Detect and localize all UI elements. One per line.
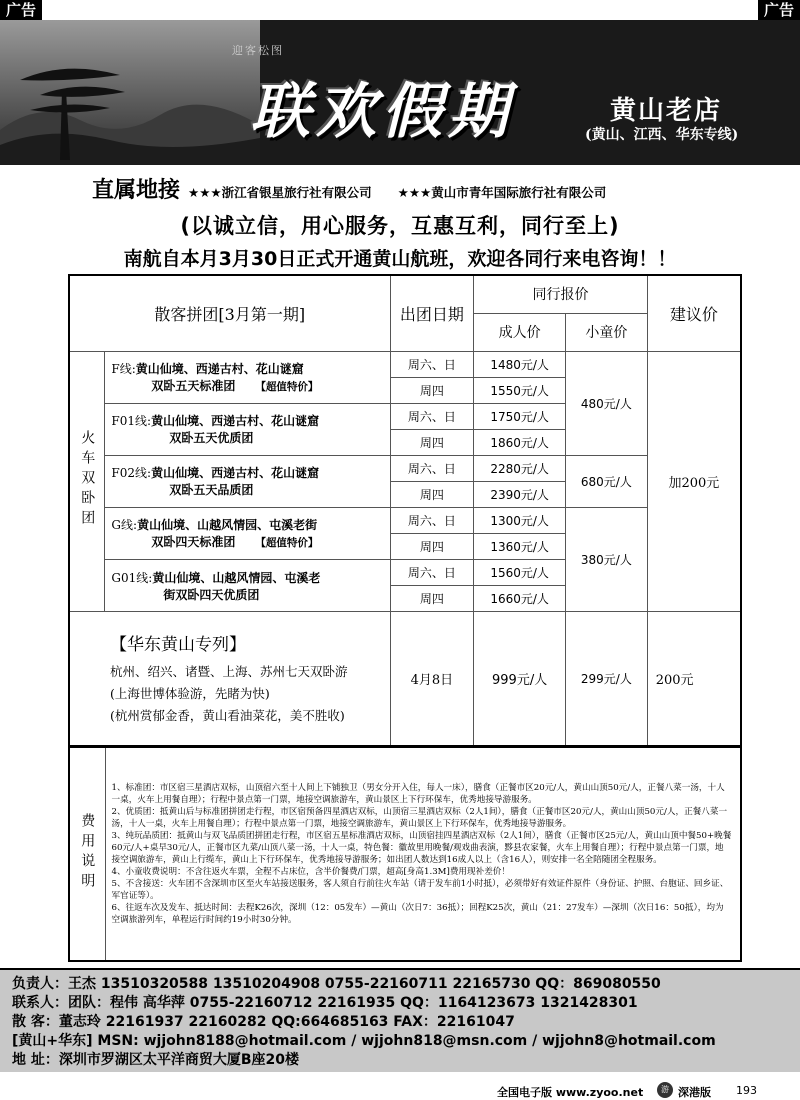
fee-item: 2、优质团：抵黄山后与标准团拼团走行程，市区宿预备四星酒店双标，山顶宿三星酒店双标（2人1间），膳食（正餐市区20元/人，黄山山顶50元/人，正餐八菜一汤，十人一桌，火车上用餐自理）；行程中景点第一门票，地接空调旅游车，黄山景区上下行环保车，优秀地接导游服务。 [111, 807, 728, 829]
header-child: 小童价 [565, 313, 647, 351]
date-cell: 周四 [390, 533, 474, 559]
contact-msn: [黄山+华东] MSN: wjjohn8188@hotmail.com / wjjohn818@msn.com / wjjohn8@hotmail.com [12, 1033, 716, 1049]
child-price-f02: 680元/人 [565, 455, 647, 507]
adult-price: 1480元/人 [474, 351, 566, 377]
date-cell: 周四 [390, 481, 474, 507]
contact-manager: 负责人：王杰 13510320588 13510204908 0755-22160711 22165730 QQ：869080550 [12, 976, 661, 992]
contact-individual: 散 客：董志玲 22161937 22160282 QQ:664685163 FAX：22161047 [12, 1014, 515, 1030]
header-suggest: 建议价 [647, 275, 741, 351]
adult-price: 2280元/人 [474, 455, 566, 481]
group-label: 火车双卧团 [79, 429, 96, 530]
fee-item: 5、不含接送：火车团不含深圳市区至火车站接送服务，客人须自行前往火车站（请于发车前1小时抵），必须带好有效证件原件（身份证、护照、台胞证、回乡证、军官证等）。 [111, 879, 729, 901]
suggest-price-train: 加200元 [647, 351, 741, 611]
ad-label-left: 广告 [0, 0, 42, 20]
header-route: 散客拼团[3月第一期] [69, 275, 390, 351]
east-suggest-price: 200元 [647, 612, 741, 746]
fee-table [68, 746, 742, 962]
date-cell: 周四 [390, 586, 474, 612]
adult-price: 1660元/人 [474, 586, 566, 612]
agency-huangshan: ★★★黄山市青年国际旅行社有限公司 [397, 185, 607, 200]
fee-item: 3、纯玩品质团：抵黄山与双飞品质团拼团走行程，市区宿五星标准酒店双标，山顶宿挂四星酒店双标（2人1间），膳食（正餐市区25元/人，黄山山顶中餐50+晚餐60元/人+桌早30元/人，正餐市区九菜/山顶八菜一汤，十人一桌，特色餐：徽故里用晚餐/观戏曲表演，黟县农家餐，火车上用餐自理）；行程中景点第一门票，地接空调旅游车，黄山上行缆车，黄山上下行环保车，优秀地接导游服务；如出团人数达到16成人以上（含16人），则安排一名全陪随团全程服务。 [111, 831, 732, 865]
banner-tag: 迎客松图 [232, 44, 284, 57]
banner-title: 联欢假期 [250, 77, 514, 147]
route-g01: G01线:黄山仙境、山越风情园、屯溪老 街双卧四天优质团 [105, 560, 390, 612]
fee-notes [105, 747, 741, 961]
date-cell: 周六、日 [390, 403, 474, 429]
footer-edition: 深港版 [678, 1086, 711, 1099]
flight-notice: 南航自本月3月30日正式开通黄山航班，欢迎各同行来电咨询！！ [123, 248, 677, 270]
east-china-route: 【华东黄山专列】 杭州、绍兴、诸暨、上海、苏州七天双卧游 (上海世博体验游，先睹为快) (杭州赏郁金香，黄山看油菜花，美不胜收) [69, 612, 390, 746]
banner [0, 20, 800, 165]
date-cell: 周六、日 [390, 560, 474, 586]
contact-team: 联系人：团队：程伟 高华萍 0755-22160712 22161935 QQ：1164123673 1321428301 [12, 995, 638, 1011]
contact-address: 地 址：深圳市罗湖区太平洋商贸大厦B座20楼 [12, 1052, 300, 1068]
east-child-price: 299元/人 [565, 612, 647, 746]
footer-logo-icon: 游 [657, 1082, 673, 1098]
slogan: (以诚立信，用心服务，互惠互利，同行至上) [180, 214, 620, 238]
fee-item: 4、小童收费说明：不含往返火车票，全程不占床位，含半价餐费/门票，超高[身高1.3M]费用现补差价！ [111, 867, 510, 877]
banner-routes: (黄山、江西、华东专线) [585, 127, 739, 143]
contact-block [0, 968, 800, 1072]
page-number: 193 [736, 1084, 757, 1097]
route-g: G线:黄山仙境、山越风情园、屯溪老街 双卧四天标准团 【超值特价】 [105, 507, 390, 559]
footer-site: 全国电子版 www.zyoo.net [497, 1086, 644, 1099]
ad-label-right: 广告 [758, 0, 800, 20]
adult-price: 1550元/人 [474, 377, 566, 403]
adult-price: 1750元/人 [474, 403, 566, 429]
adult-price: 1300元/人 [474, 507, 566, 533]
adult-price: 1860元/人 [474, 429, 566, 455]
agency-row [92, 173, 792, 203]
east-date: 4月8日 [390, 612, 474, 746]
date-cell: 周六、日 [390, 455, 474, 481]
header-adult: 成人价 [474, 313, 566, 351]
date-cell: 周六、日 [390, 351, 474, 377]
fee-label-cell [69, 747, 105, 961]
fee-item: 6、往返车次及发车、抵达时间：去程K26次，深圳（12：05发车）—黄山（次日7：36抵）；回程K25次，黄山（21：27发车）—深圳（次日16：50抵），均为空调旅游列车，单程运行时间约19小时30分钟。 [111, 903, 724, 925]
banner-shop-name: 黄山老店 [610, 96, 723, 126]
fee-item: 1、标准团：市区宿三星酒店双标，山顶宿六至十人间上下铺独卫（男女分开入住，每人一床），膳食（正餐市区20元/人，黄山山顶50元/人，正餐八菜一汤，十人一桌，火车上用餐自理）；行程中景点第一门票，地接空调旅游车，黄山景区上下行环保车，优秀地接导游服务。 [111, 783, 725, 805]
child-price-g: 380元/人 [565, 507, 647, 611]
east-adult-price: 999元/人 [474, 612, 566, 746]
group-label-cell [69, 351, 105, 611]
child-price-f: 480元/人 [565, 351, 647, 455]
fee-label: 费用说明 [79, 812, 96, 893]
adult-price: 2390元/人 [474, 481, 566, 507]
adult-price: 1560元/人 [474, 560, 566, 586]
agency-zhejiang: ★★★浙江省银星旅行社有限公司 [188, 185, 372, 200]
footer [0, 1081, 800, 1100]
date-cell: 周四 [390, 429, 474, 455]
route-f01: F01线:黄山仙境、西递古村、花山谜窟 双卧五天优质团 [105, 403, 390, 455]
header-date: 出团日期 [390, 275, 474, 351]
adult-price: 1360元/人 [474, 533, 566, 559]
pine-mountain-illustration [0, 20, 260, 165]
route-f: F线:黄山仙境、西递古村、花山谜窟 双卧五天标准团 【超值特价】 [105, 351, 390, 403]
date-cell: 周六、日 [390, 507, 474, 533]
header-peer-price: 同行报价 [474, 275, 647, 313]
date-cell: 周四 [390, 377, 474, 403]
direct-label: 直属地接 [92, 177, 181, 203]
price-table [68, 274, 742, 747]
route-f02: F02线:黄山仙境、西递古村、花山谜窟 双卧五天品质团 [105, 455, 390, 507]
